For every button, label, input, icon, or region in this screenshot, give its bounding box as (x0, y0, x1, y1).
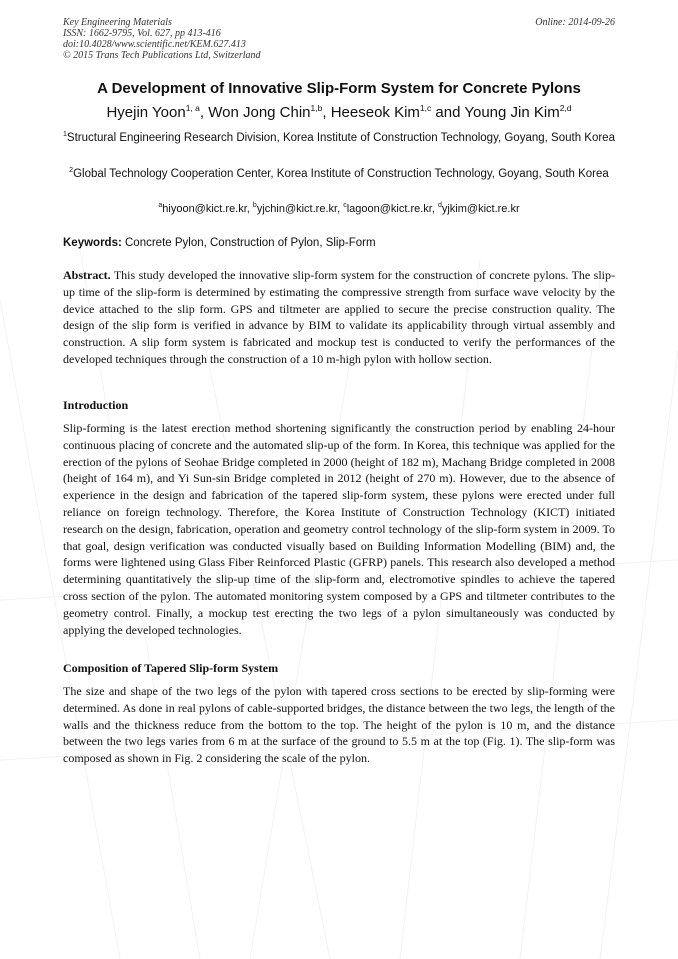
affiliation-text: Structural Engineering Research Division, Korea Institute of Construction Technology, Goyang, South Korea (66, 132, 615, 144)
email-address[interactable]: lagoon@kict.re.kr, (346, 203, 438, 215)
journal-name: Key Engineering Materials (63, 17, 172, 28)
email-address[interactable]: yjchin@kict.re.kr, (256, 203, 344, 215)
copyright-line: © 2015 Trans Tech Publications Ltd, Switzerland (63, 50, 261, 61)
doi-line: doi:10.4028/www.scientific.net/KEM.627.413 (63, 39, 246, 50)
author-affiliation-mark: 1,b (310, 103, 323, 113)
author-name: Young Jin Kim (464, 104, 560, 121)
introduction-paragraph: Slip-forming is the latest erection method shortening significantly the construction period by enabling 24-hour continuous placing of concrete and the automated slip-up of the form. In Korea, this technique was applied for the erection of the pylons of Seohae Bridge completed in 2000 (height of 182 m), Machang Bridge completed in 2008 (height of 164 m), and Yi Sun-sin Bridge completed in 2012 (height of 270 m). However, due to the absence of experience in the design and fabrication of the tapered slip-form system, these pylons were erected under full reliance on foreign technology. Therefore, the Korea Institute of Construction Technology (KICT) initiated research on the design, fabrication, operation and geometry control technology of the slip-form system in 2009. To that goal, design verification was conducted visually based on Building Information Modelling (BIM) and, the forms were lightened using Glass Fiber Reinforced Plastic (GFRP) panels. This research also developed a method determining quantitatively the slip-up time of the slip-form and, electromotive spindles to achieve the tapered cross section of the pylon. The automated monitoring system composed by a GPS and tiltmeter contributes to the geometry control. Finally, a mockup test erecting the two legs of a pylon simultaneously was conducted by applying the developed technologies. (63, 421, 615, 637)
email-address[interactable]: hiyoon@kict.re.kr, (162, 203, 253, 215)
author-name: Heeseok Kim (330, 104, 420, 121)
author-affiliation-mark: 1, a (185, 103, 200, 113)
affiliation-1 (63, 130, 615, 146)
keywords-text: Concrete Pylon, Construction of Pylon, Slip-Form (121, 237, 376, 249)
author-affiliation-mark: 1,c (419, 103, 432, 113)
introduction-heading: Introduction (63, 398, 129, 412)
abstract-paragraph (63, 267, 615, 368)
email-mark: a (158, 202, 163, 209)
abstract-label: Abstract. (63, 268, 111, 282)
affiliation-mark: 1 (63, 131, 67, 138)
email-list (0, 203, 678, 215)
composition-heading: Composition of Tapered Slip-form System (63, 661, 279, 675)
author-name: Won Jong Chin (208, 104, 311, 121)
journal-header (63, 17, 615, 61)
author-list: Hyejin Yoon$^{1, a}$, Won Jong Chin$^{1,b}$, Heeseok Kim$^{1,c}$ and Young Jin Kim$^{2,d}$ (106, 103, 572, 121)
email-address[interactable]: yjkim@kict.re.kr (441, 203, 520, 215)
affiliation-text: Global Technology Cooperation Center, Korea Institute of Construction Technology, Goyang, South Korea (73, 168, 609, 180)
abstract-text: This study developed the innovative slip-form system for the construction of concrete pylons. The slip-up time of the slip-form is determined by estimating the compressive strength from surface wave velocity by the device attached to the slip form. GPS and tiltmeter are applied to secure the precise construction quality. The design of the slip form is verified in advance by BIM to validate its applicability through virtual assembly and construction. A slip form system is fabricated and mockup test is conducted to verify the performances of the developed techniques through the construction of a 10 m-high pylon with hollow section. (63, 268, 615, 366)
author-affiliation-mark: 2,d (559, 103, 572, 113)
email-mark: d (437, 202, 442, 209)
paper-title: A Development of Innovative Slip-Form System for Concrete Pylons (97, 80, 581, 97)
composition-paragraph: The size and shape of the two legs of the pylon with tapered cross sections to be erected by slip-forming were determined. As done in real pylons of cable-supported bridges, the distance between the two legs, the length of the walls and the thickness reduce from the bottom to the top. The height of the pylon is 10 m, and the distance between the two legs varies from 6 m at the surface of the ground to 5.5 m at the top (Fig. 1). The slip-form was composed as shown in Fig. 2 considering the scale of the pylon. (63, 684, 615, 766)
affiliation-mark: 2 (69, 167, 74, 174)
email-mark: c (343, 202, 347, 209)
affiliation-2 (63, 166, 615, 182)
keywords-line (63, 237, 615, 249)
email-mark: b (252, 202, 257, 209)
keywords-label: Keywords: (63, 237, 122, 249)
author-name: Hyejin Yoon (106, 104, 186, 121)
issn-line: ISSN: 1662-9795, Vol. 627, pp 413-416 (63, 28, 221, 39)
online-date: Online: 2014-09-26 (535, 17, 615, 28)
